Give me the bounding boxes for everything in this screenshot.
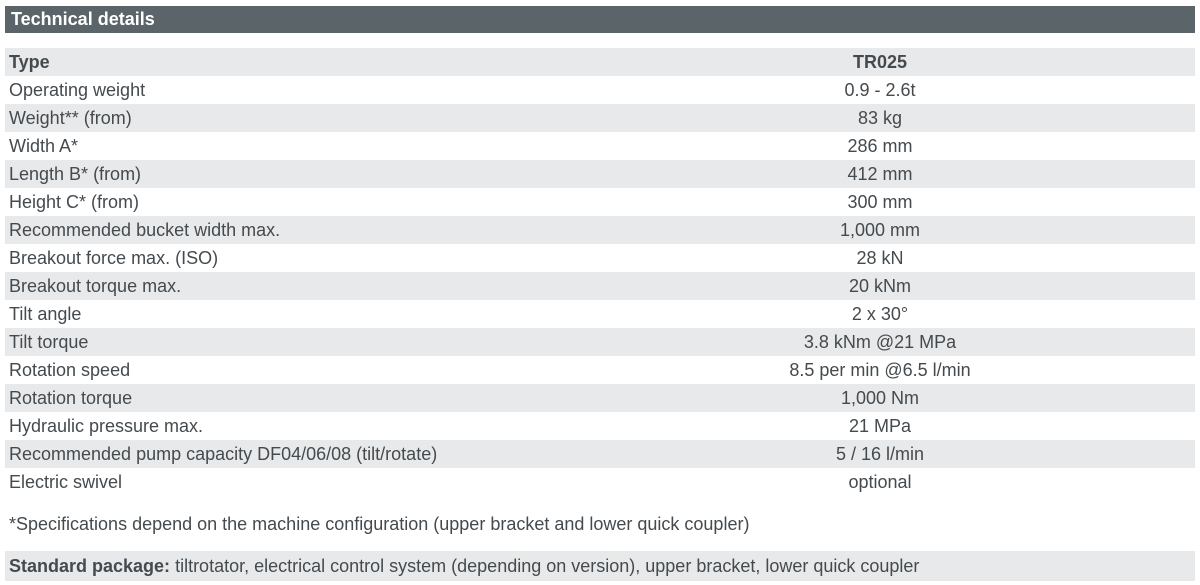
column-header-type: Type: [9, 52, 50, 72]
table-header-row: [5, 48, 1195, 76]
section-title: Technical details: [5, 6, 1195, 33]
table-row: [5, 300, 1195, 328]
spec-label: Hydraulic pressure max.: [9, 416, 204, 436]
spec-label: Length B* (from): [9, 164, 142, 184]
table-row: [5, 384, 1195, 412]
spec-label: Breakout force max. (ISO): [9, 248, 219, 268]
spec-label: Weight** (from): [9, 108, 132, 128]
table-row: [5, 132, 1195, 160]
spec-value: 300 mm: [847, 192, 913, 212]
spec-label: Recommended pump capacity DF04/06/08 (tilt/rotate): [9, 444, 438, 464]
column-header-model: TR025: [852, 52, 908, 72]
spec-label: Tilt angle: [9, 304, 82, 324]
spec-value: 20 kNm: [848, 276, 911, 296]
table-row: [5, 104, 1195, 132]
spec-label: Tilt torque: [9, 332, 89, 352]
table-row: [5, 160, 1195, 188]
table-row: [5, 356, 1195, 384]
spec-value: 5 / 16 l/min: [835, 444, 925, 464]
footnote: *Specifications depend on the machine configuration (upper bracket and lower quick coupler): [9, 514, 750, 534]
table-row: [5, 244, 1195, 272]
table-row: [5, 468, 1195, 496]
spec-value: 28 kN: [856, 248, 904, 268]
spec-label: Rotation torque: [9, 388, 133, 408]
spec-value: 21 MPa: [848, 416, 912, 436]
spec-value: 1,000 mm: [839, 220, 921, 240]
table-row: [5, 412, 1195, 440]
standard-package-text: tiltrotator, electrical control system (depending on version), upper bracket, lower quick coupler: [170, 556, 920, 576]
spec-value: 286 mm: [847, 136, 913, 156]
table-row: [5, 76, 1195, 104]
spec-label: Operating weight: [9, 80, 146, 100]
spec-label: Width A*: [9, 136, 79, 156]
spec-label: Electric swivel: [9, 472, 123, 492]
table-row: [5, 272, 1195, 300]
spec-value: 0.9 - 2.6t: [844, 80, 916, 100]
spec-value: 3.8 kNm @21 MPa: [803, 332, 957, 352]
standard-package: [5, 551, 1195, 581]
standard-package-label: Standard package:: [9, 556, 171, 576]
spec-value: 83 kg: [857, 108, 903, 128]
spec-label: Breakout torque max.: [9, 276, 182, 296]
spec-value: 412 mm: [847, 164, 913, 184]
spec-label: Rotation speed: [9, 360, 131, 380]
spec-label: Recommended bucket width max.: [9, 220, 281, 240]
table-row: [5, 328, 1195, 356]
spec-value: 8.5 per min @6.5 l/min: [789, 360, 971, 380]
table-row: [5, 188, 1195, 216]
table-row: [5, 216, 1195, 244]
spec-value: 2 x 30°: [851, 304, 909, 324]
spec-value: optional: [848, 472, 912, 492]
spec-table: [5, 48, 1195, 496]
spec-label: Height C* (from): [9, 192, 140, 212]
spec-value: 1,000 Nm: [840, 388, 920, 408]
table-row: [5, 440, 1195, 468]
